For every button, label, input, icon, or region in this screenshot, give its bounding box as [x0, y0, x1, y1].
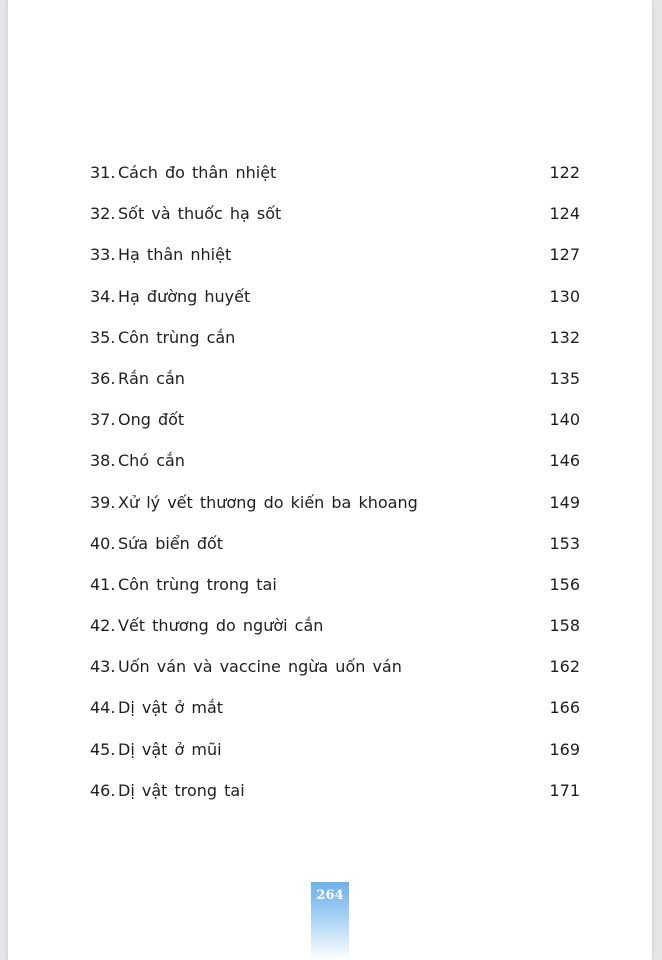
- entry-number: 46.: [90, 780, 116, 800]
- entry-number: 40.: [90, 533, 116, 553]
- entry-page: 149: [549, 492, 580, 512]
- entry-number: 43.: [90, 657, 116, 677]
- entry-title: Dị vật ở mũi: [118, 739, 222, 759]
- entry-title: Hạ đường huyết: [118, 286, 251, 306]
- entry-title: Côn trùng cắn: [118, 327, 236, 347]
- toc-entry: [90, 654, 580, 695]
- entry-page: 158: [549, 616, 580, 636]
- entry-title: Chó cắn: [118, 451, 185, 471]
- entry-number: 31.: [90, 163, 116, 182]
- entry-page: 146: [549, 451, 580, 471]
- toc-entry: [90, 242, 580, 283]
- entry-number: 36.: [90, 368, 116, 388]
- entry-title: Dị vật trong tai: [118, 780, 245, 800]
- entry-number: 32.: [90, 204, 116, 224]
- entry-title: Xử lý vết thương do kiến ba khoang: [118, 492, 418, 512]
- entry-page: 132: [549, 327, 580, 347]
- entry-page: 130: [549, 286, 580, 306]
- entry-number: 38.: [90, 451, 116, 471]
- toc-entry: [90, 201, 580, 242]
- entry-page: 171: [549, 780, 580, 800]
- entry-page: 127: [549, 245, 580, 265]
- toc-entry: [90, 284, 580, 325]
- entry-page: 169: [549, 739, 580, 759]
- page-number: 264: [316, 888, 344, 903]
- entry-page: 124: [549, 204, 580, 224]
- entry-number: 33.: [90, 245, 116, 265]
- entry-title: Cách đo thân nhiệt: [118, 163, 277, 182]
- entry-number: 39.: [90, 492, 116, 512]
- table-of-contents: [90, 160, 580, 819]
- toc-entry: [90, 160, 580, 201]
- entry-page: 162: [549, 657, 580, 677]
- entry-title: Dị vật ở mắt: [118, 698, 224, 718]
- document-page: [8, 0, 652, 960]
- toc-entry: [90, 695, 580, 736]
- entry-number: 35.: [90, 327, 116, 347]
- entry-number: 44.: [90, 698, 116, 718]
- page-number-tab: [311, 882, 349, 960]
- entry-page: 153: [549, 533, 580, 553]
- entry-number: 37.: [90, 410, 116, 430]
- entry-title: Uốn ván và vaccine ngừa uốn ván: [118, 657, 402, 677]
- toc-entry: [90, 613, 580, 654]
- entry-number: 41.: [90, 574, 116, 594]
- toc-entry: [90, 448, 580, 489]
- toc-entry: [90, 366, 580, 407]
- entry-title: Sứa biển đốt: [118, 533, 224, 553]
- entry-page: 135: [549, 368, 580, 388]
- entry-title: Vết thương do người cắn: [118, 616, 324, 636]
- entry-number: 45.: [90, 739, 116, 759]
- entry-title: Hạ thân nhiệt: [118, 245, 232, 265]
- entry-page: 140: [549, 410, 580, 430]
- toc-entry: [90, 572, 580, 613]
- entry-page: 122: [549, 163, 580, 182]
- entry-page: 166: [549, 698, 580, 718]
- toc-entry: [90, 737, 580, 778]
- entry-title: Rắn cắn: [118, 368, 185, 388]
- toc-entry: [90, 325, 580, 366]
- entry-number: 42.: [90, 616, 116, 636]
- toc-entry: [90, 778, 580, 819]
- toc-entry: [90, 490, 580, 531]
- entry-title: Ong đốt: [118, 410, 185, 430]
- toc-entry: [90, 407, 580, 448]
- toc-entry: [90, 531, 580, 572]
- entry-number: 34.: [90, 286, 116, 306]
- entry-page: 156: [549, 574, 580, 594]
- entry-title: Sốt và thuốc hạ sốt: [118, 204, 282, 224]
- entry-title: Côn trùng trong tai: [118, 574, 277, 594]
